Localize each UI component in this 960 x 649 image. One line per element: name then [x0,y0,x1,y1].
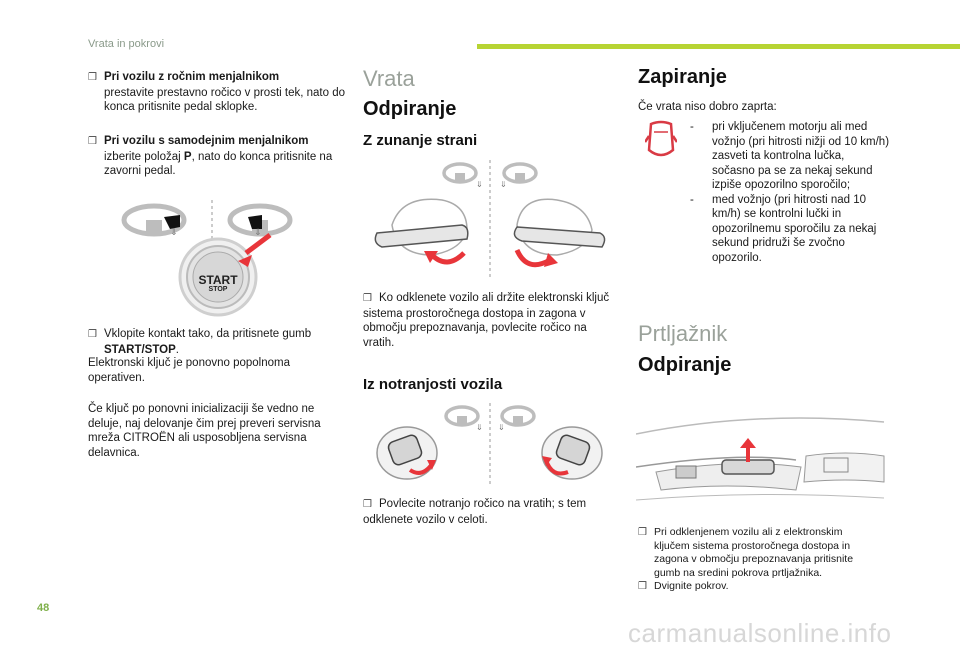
manual-gearbox-title: Pri vozilu z ročnim menjalnikom [104,71,280,83]
section-header: Vrata in pokrovi [88,38,165,50]
warning-item: - med vožnjo (pri hitrosti nad 10 km/h) se kontrolni lučki in opozorilnemu sporočilu za nekaj sekund pridruži še zvočno opozorilo. [690,193,877,264]
automatic-gearbox-title: Pri vozilu s samodejnim menjalnikom [104,135,309,147]
closing-warning-list [690,120,890,265]
header-accent-bar [477,44,960,49]
steering-wheel-icon [504,164,536,182]
checkbox-bullet-icon: ❒ [363,293,372,304]
boot-step: ❒ Dvignite pokrov. [638,580,729,592]
checkbox-bullet-icon: ❒ [88,72,97,83]
watermark: carmanualsonline.info [628,618,892,648]
exterior-handle-illustration [372,155,612,285]
outside-instruction: ❒ Ko odklenete vozilo ali držite elektronski ključ sistema prostoročnega dostopa in zagona v območju prepoznavanja, povlecite ročico na vratih. [363,292,610,349]
steering-wheel-icon [446,407,478,425]
start-stop-step: ❒ Vklopite kontakt tako, da pritisnete gumb START/STOP. [88,328,312,356]
closing-heading: Zapiranje [638,66,727,88]
key-operational-text: Elektronski ključ je ponovno popolnoma operativen. [88,357,291,384]
checkbox-bullet-icon: ❒ [363,499,372,510]
stop-label: STOP [208,286,228,293]
door-open-warning-icon [645,120,677,162]
svg-text:⇓: ⇓ [476,180,483,189]
steering-wheel-icon [444,164,476,182]
boot-opening-heading: Odpiranje [638,354,732,376]
svg-text:⇓: ⇓ [254,228,262,238]
manual-gearbox-step [88,70,350,115]
page-number: 48 [37,602,50,614]
manual-gearbox-text: prestavite prestavno ročico v prosti tek, nato do konca pritisnite pedal sklopke. [104,86,345,113]
opening-heading: Odpiranje [363,98,457,120]
automatic-gearbox-text: izberite položaj P, nato do konca pritisnite na zavorni pedal. [104,150,333,177]
inside-subheading: Iz notranjosti vozila [363,376,503,393]
svg-text:⇓: ⇓ [476,423,483,432]
inside-instruction: ❒ Povlecite notranjo ročico na vratih; s tem odklenete vozilo v celoti. [363,498,587,526]
interior-handle-illustration [372,398,612,488]
svg-text:⇓: ⇓ [500,180,507,189]
closing-intro: Če vrata niso dobro zaprta: [638,101,777,113]
outside-subheading: Z zunanje strani [363,132,478,149]
boot-instructions [638,526,878,594]
boot-illustration [636,412,886,512]
warning-item: - pri vključenem motorju ali med vožnjo (pri hitrosti nižji od 10 km/h) zasveti ta kontrolna lučka, sočasno pa se za nekaj sekund izpiše opozorilno sporočilo; [690,121,890,191]
start-stop-illustration [120,195,305,325]
svg-text:⇓: ⇓ [170,228,178,238]
start-label: START [198,273,238,287]
svg-text:⇓: ⇓ [498,423,505,432]
checkbox-bullet-icon: ❒ [638,527,647,538]
steering-wheel-icon [502,407,534,425]
checkbox-bullet-icon: ❒ [88,136,97,147]
boot-title: Prtljažnik [638,321,728,346]
service-advice-text: Če ključ po ponovni inicializaciji še vedno ne deluje, naj delovanje čim prej preveri servisna mreža CITROËN ali usposobljena servisna delavnica. [88,403,321,459]
doors-title: Vrata [363,66,415,91]
checkbox-bullet-icon: ❒ [638,581,647,592]
automatic-gearbox-step [88,134,350,179]
boot-step: ❒ Pri odklenjenem vozilu ali z elektronskim ključem sistema prostoročnega dostopa in zagona v območju prepoznavanja pritisnite gumb na sredini pokrova prtljažnika. [638,526,854,579]
checkbox-bullet-icon: ❒ [88,329,97,340]
